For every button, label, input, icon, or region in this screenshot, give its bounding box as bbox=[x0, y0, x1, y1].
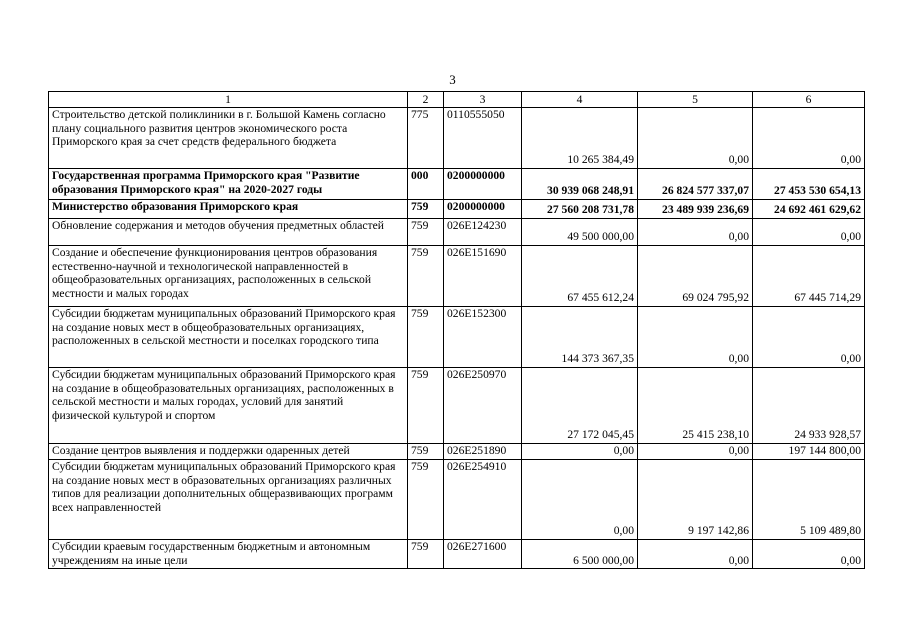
row-name-cell: Субсидии бюджетам муниципальных образований Приморского края на создание в общеобразовательных организациях, расположенных в сельской местности и малых городах, условий для занятий физической культурой и спортом bbox=[49, 368, 408, 444]
row-code-cell: 759 bbox=[408, 307, 444, 368]
column-header: 1 bbox=[49, 92, 408, 108]
row-name-cell: Государственная программа Приморского края "Развитие образования Приморского края" на 2020-2027 годы bbox=[49, 169, 408, 200]
row-target-cell: 026E151690 bbox=[444, 246, 522, 307]
table-row bbox=[49, 169, 865, 200]
row-value-5-cell: 23 489 939 236,69 bbox=[638, 200, 753, 219]
row-name-cell: Субсидии бюджетам муниципальных образований Приморского края на создание новых мест в образовательных организациях различных типов для реализации дополнительных общеразвивающих программ всех направленностей bbox=[49, 460, 408, 540]
table-row bbox=[49, 460, 865, 540]
row-value-4-cell: 30 939 068 248,91 bbox=[522, 169, 638, 200]
row-name-cell: Субсидии краевым государственным бюджетным и автономным учреждениям на иные цели bbox=[49, 540, 408, 569]
row-target-cell: 0200000000 bbox=[444, 169, 522, 200]
row-code-cell: 759 bbox=[408, 540, 444, 569]
row-code-cell: 759 bbox=[408, 200, 444, 219]
row-target-cell: 026E251890 bbox=[444, 444, 522, 460]
row-value-4-cell: 49 500 000,00 bbox=[522, 219, 638, 246]
table-row bbox=[49, 540, 865, 569]
table-row bbox=[49, 108, 865, 169]
row-value-4-cell: 6 500 000,00 bbox=[522, 540, 638, 569]
row-code-cell: 000 bbox=[408, 169, 444, 200]
row-name-cell: Создание центров выявления и поддержки одаренных детей bbox=[49, 444, 408, 460]
row-value-6-cell: 5 109 489,80 bbox=[753, 460, 865, 540]
row-value-6-cell: 0,00 bbox=[753, 540, 865, 569]
table-row bbox=[49, 307, 865, 368]
column-header: 4 bbox=[522, 92, 638, 108]
column-header: 2 bbox=[408, 92, 444, 108]
row-value-6-cell: 27 453 530 654,13 bbox=[753, 169, 865, 200]
row-code-cell: 759 bbox=[408, 460, 444, 540]
row-target-cell: 026E271600 bbox=[444, 540, 522, 569]
row-value-5-cell: 25 415 238,10 bbox=[638, 368, 753, 444]
row-code-cell: 759 bbox=[408, 368, 444, 444]
row-value-5-cell: 0,00 bbox=[638, 307, 753, 368]
row-target-cell: 026E254910 bbox=[444, 460, 522, 540]
table-header-row bbox=[49, 92, 865, 108]
table-row bbox=[49, 444, 865, 460]
row-value-4-cell: 144 373 367,35 bbox=[522, 307, 638, 368]
row-value-5-cell: 0,00 bbox=[638, 540, 753, 569]
row-value-6-cell: 24 933 928,57 bbox=[753, 368, 865, 444]
row-target-cell: 026E124230 bbox=[444, 219, 522, 246]
row-value-4-cell: 0,00 bbox=[522, 444, 638, 460]
row-value-5-cell: 26 824 577 337,07 bbox=[638, 169, 753, 200]
page-number: 3 bbox=[449, 72, 456, 87]
row-name-cell: Министерство образования Приморского края bbox=[49, 200, 408, 219]
row-value-4-cell: 67 455 612,24 bbox=[522, 246, 638, 307]
row-value-6-cell: 24 692 461 629,62 bbox=[753, 200, 865, 219]
row-value-5-cell: 69 024 795,92 bbox=[638, 246, 753, 307]
column-header: 6 bbox=[753, 92, 865, 108]
column-header: 5 bbox=[638, 92, 753, 108]
row-value-5-cell: 9 197 142,86 bbox=[638, 460, 753, 540]
row-name-cell: Строительство детской поликлиники в г. Большой Камень согласно плану социального развития центров экономического роста Приморского края за счет средств федерального бюджета bbox=[49, 108, 408, 169]
row-value-6-cell: 0,00 bbox=[753, 307, 865, 368]
row-value-6-cell: 67 445 714,29 bbox=[753, 246, 865, 307]
table-row bbox=[49, 368, 865, 444]
row-name-cell: Создание и обеспечение функционирования центров образования естественно-научной и технологической направленностей в общеобразовательных организациях, расположенных в сельской местности и малых городах bbox=[49, 246, 408, 307]
budget-table bbox=[48, 91, 865, 569]
row-code-cell: 759 bbox=[408, 444, 444, 460]
row-value-5-cell: 0,00 bbox=[638, 444, 753, 460]
row-name-cell: Субсидии бюджетам муниципальных образований Приморского края на создание новых мест в общеобразовательных организациях, расположенных в сельской местности и поселках городского типа bbox=[49, 307, 408, 368]
row-value-4-cell: 27 560 208 731,78 bbox=[522, 200, 638, 219]
row-code-cell: 759 bbox=[408, 219, 444, 246]
row-value-4-cell: 0,00 bbox=[522, 460, 638, 540]
row-code-cell: 759 bbox=[408, 246, 444, 307]
row-value-6-cell: 197 144 800,00 bbox=[753, 444, 865, 460]
column-header: 3 bbox=[444, 92, 522, 108]
row-target-cell: 026E152300 bbox=[444, 307, 522, 368]
row-target-cell: 026E250970 bbox=[444, 368, 522, 444]
row-name-cell: Обновление содержания и методов обучения предметных областей bbox=[49, 219, 408, 246]
table-row bbox=[49, 219, 865, 246]
table-row bbox=[49, 200, 865, 219]
row-value-6-cell: 0,00 bbox=[753, 108, 865, 169]
row-target-cell: 0200000000 bbox=[444, 200, 522, 219]
row-target-cell: 0110555050 bbox=[444, 108, 522, 169]
row-value-6-cell: 0,00 bbox=[753, 219, 865, 246]
row-value-4-cell: 10 265 384,49 bbox=[522, 108, 638, 169]
row-value-5-cell: 0,00 bbox=[638, 219, 753, 246]
row-code-cell: 775 bbox=[408, 108, 444, 169]
row-value-4-cell: 27 172 045,45 bbox=[522, 368, 638, 444]
row-value-5-cell: 0,00 bbox=[638, 108, 753, 169]
table-row bbox=[49, 246, 865, 307]
